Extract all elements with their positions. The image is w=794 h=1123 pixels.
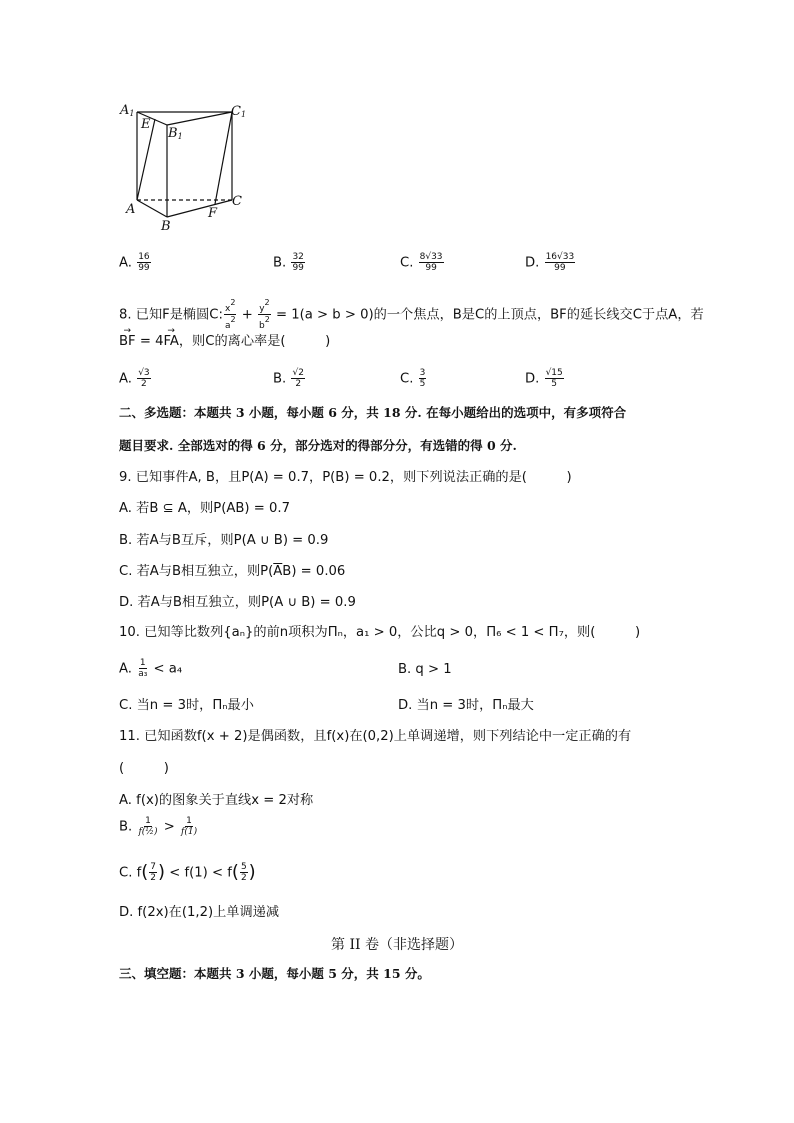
label-b: B [161,219,171,234]
q11-option-a: A. f(x)的图象关于直线x = 2对称 [119,793,314,808]
q8-option-c: C. $\frac{3}{5}$ [400,368,426,389]
q7-option-c: C. $\frac{8√33}{99}$ [400,252,443,273]
part2-title: 第 II 卷（非选择题） [331,937,463,953]
label-a: A [126,202,136,217]
q9-stem: 9. 已知事件A, B，且P(A) = 0.7，P(B) = 0.2，则下列说法正确的是( ) [119,470,572,485]
q9-option-d: D. 若A与B相互独立，则P(A ∪ B) = 0.9 [119,595,356,610]
segment-fc1 [215,112,232,204]
q7-option-b: B. $\frac{32}{99}$ [273,252,304,273]
edge-bc [167,200,232,217]
q8-option-a: A. $\frac{√3}{2}$ [119,368,150,389]
label-e: E [141,117,151,132]
label-f: F [208,206,218,221]
q10-stem: 10. 已知等比数列{aₙ}的前n项积为Πₙ，a₁ > 0，公比q > 0，Π₆ < 1 < Π₇，则( ) [119,625,641,640]
q8-stem-line2: → BF = 4→ FA，则C的离心率是( ) [119,334,330,350]
q10-option-d: D. 当n = 3时，Πₙ最大 [398,698,534,713]
q9-option-b: B. 若A与B互斥，则P(A ∪ B) = 0.9 [119,533,329,548]
q8-stem-line1: 8. 已知F是椭圆C: $\frac{x2}{a2}$ + $\frac{y2}{b2}$ = 1(a > b > 0)的一个焦点，B是C的上顶点，BF的延长线交C于点A，若 [119,298,704,331]
q11-answer-paren: ( ) [119,761,169,776]
prism-figure [115,100,255,235]
q8-option-d: D. $\frac{√15}{5}$ [525,368,563,389]
q11-option-c: C. f( $\frac{7}{2}$ ) < f(1) < f( $\frac{5}{2}$ ) [119,861,256,883]
label-c: C [232,194,242,209]
q11-option-d: D. f(2x)在(1,2)上单调递减 [119,905,280,920]
section3-heading: 三、填空题：本题共 3 小题，每小题 5 分，共 15 分。 [119,966,430,981]
section2-heading-line1: 二、多选题：本题共 3 小题，每小题 6 分，共 18 分. 在每小题给出的选项中，有多项符合 [119,405,627,420]
label-a1: $A_1$ [120,103,135,118]
label-c1: $C_1$ [231,104,247,119]
q10-option-c: C. 当n = 3时，Πₙ最小 [119,698,254,713]
q7-option-d: D. $\frac{16√33}{99}$ [525,252,575,273]
q10-option-b: B. q > 1 [398,662,452,677]
q7-option-a: A. $\frac{16}{99}$ [119,252,150,273]
q10-option-a: A. $\frac{1}{\text{a₃}}$ < a₄ [119,658,183,679]
q9-option-c: C. 若A与B相互独立，则$P(\overline{A}B) = 0.06$ [119,564,346,579]
q11-stem: 11. 已知函数f(x + 2)是偶函数，且f(x)在(0,2)上单调递增，则下列结论中一定正确的有 [119,729,632,744]
edge-b1c1 [167,112,232,125]
q8-option-b: B. $\frac{√2}{2}$ [273,368,304,389]
q9-option-a: A. 若B ⊆ A，则P(AB) = 0.7 [119,501,290,516]
edge-ab [137,200,167,217]
label-b1: $B_1$ [168,126,183,141]
q11-option-b: B. $\frac{1}{\text{f(½)}}$ > $\frac{1}{f(1)}$ [119,816,198,837]
section2-heading-line2: 题目要求. 全部选对的得 6 分，部分选对的得部分分，有选错的得 0 分. [119,438,517,453]
